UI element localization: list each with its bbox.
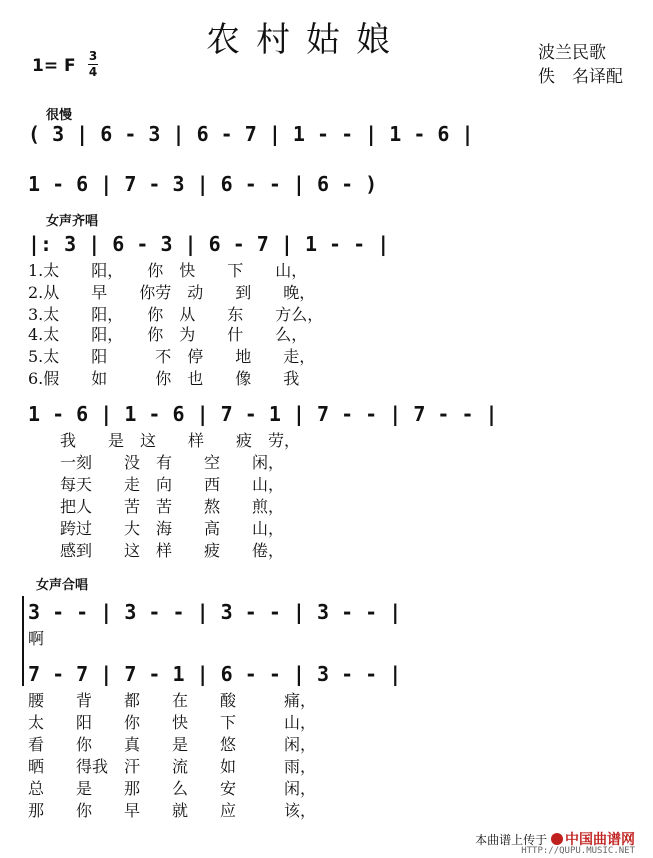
section1-lyric-b-5: 跨过 大 海 高 山， (28, 519, 285, 538)
section1-lyric-a-4: 4.太 阳， 你 为 什 么， (28, 325, 308, 344)
section1-lyric-b-3: 每天 走 向 西 山， (28, 475, 285, 494)
section1-lyric-b-2: 一刻 没 有 空 闲， (28, 453, 285, 472)
section2-lyric-a: 啊 (28, 629, 45, 648)
section-label-chorus: 女声合唱 (36, 578, 89, 593)
section2-lyric-b-1: 腰 背 都 在 酸 痛， (28, 691, 317, 710)
section2-lyric-b-2: 太 阳 你 快 下 山， (28, 713, 317, 732)
uploaded-to-text: 本曲谱上传于 (475, 833, 548, 847)
time-signature-top: 3 (88, 49, 98, 63)
section2-lyric-b-6: 那 你 早 就 应 该， (28, 801, 317, 820)
section2-lyric-b-4: 晒 得我 汗 流 如 雨， (28, 757, 317, 776)
section-label-unison: 女声齐唱 (46, 214, 99, 229)
section1-lyric-a-1: 1.太 阳， 你 快 下 山， (28, 261, 308, 280)
section1-notes-b: 1 - 6 | 1 - 6 | 7 - 1 | 7 - - | 7 - - | (28, 402, 498, 426)
section2-notes-b: 7 - 7 | 7 - 1 | 6 - - | 3 - - | (28, 662, 402, 686)
section1-lyric-b-4: 把人 苦 苦 熬 煎， (28, 497, 285, 516)
tempo-marking: 很慢 (46, 108, 73, 123)
section2-lyric-b-3: 看 你 真 是 悠 闲， (28, 735, 317, 754)
site-name[interactable]: 中国曲谱网 (565, 832, 635, 848)
key-signature: 1= F (32, 56, 76, 76)
section1-notes-a: |: 3 | 6 - 3 | 6 - 7 | 1 - - | (28, 232, 390, 256)
site-logo-icon (551, 833, 563, 845)
system-bracket (22, 596, 24, 686)
section1-lyric-a-6: 6.假 如 你 也 像 我 (28, 369, 300, 388)
site-url[interactable]: HTTP://QUPU.MUSIC.NET (521, 846, 635, 856)
section1-lyric-a-3: 3.太 阳， 你 从 东 方么， (28, 305, 324, 324)
section1-lyric-a-5: 5.太 阳 不 停 地 走， (28, 347, 316, 366)
intro-notes-line-1: ( 3 | 6 - 3 | 6 - 7 | 1 - - | 1 - 6 | (28, 122, 474, 146)
intro-notes-line-2: 1 - 6 | 7 - 3 | 6 - - | 6 - ) (28, 172, 378, 196)
section2-notes-a: 3 - - | 3 - - | 3 - - | 3 - - | (28, 600, 402, 624)
time-signature-bottom: 4 (88, 65, 98, 79)
section2-lyric-b-5: 总 是 那 么 安 闲， (28, 779, 317, 798)
section1-lyric-b-1: 我 是 这 样 疲 劳， (28, 431, 301, 450)
song-title: 农村姑娘 (206, 20, 406, 60)
credit-origin: 波兰民歌 (538, 43, 606, 63)
time-signature (88, 50, 98, 79)
credit-translator: 佚 名译配 (538, 67, 623, 87)
section1-lyric-a-2: 2.从 早 你劳 动 到 晚， (28, 283, 316, 302)
section1-lyric-b-6: 感到 这 样 疲 倦， (28, 541, 285, 560)
